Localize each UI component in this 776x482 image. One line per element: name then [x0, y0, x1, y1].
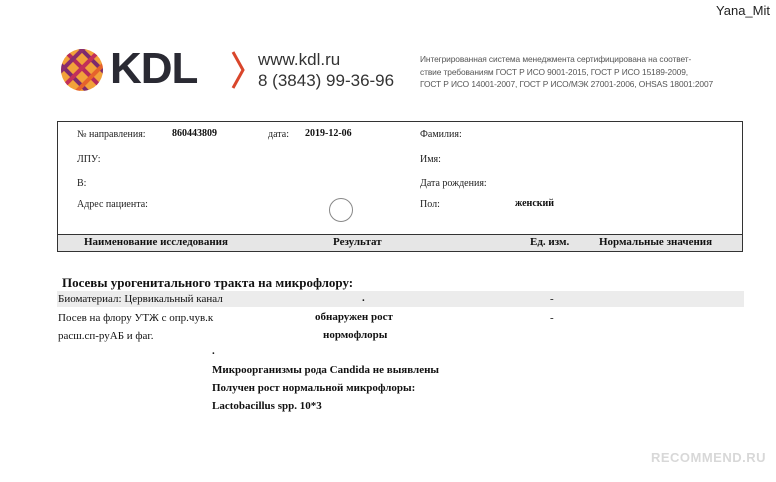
- note-dot: .: [212, 345, 215, 357]
- sex-label: Пол:: [420, 199, 440, 210]
- patient-info-box: [57, 121, 743, 252]
- referral-label: № направления:: [77, 129, 146, 140]
- section-title: Посевы урогенитального тракта на микрофлору:: [62, 275, 354, 290]
- chevron-right-icon: [230, 50, 246, 90]
- biomaterial-unit: -: [550, 293, 554, 305]
- column-test-name: Наименование исследования: [84, 236, 228, 248]
- test-result-line1: обнаружен рост: [315, 311, 393, 323]
- redaction-circle: [329, 198, 353, 222]
- certification-text: [420, 53, 760, 91]
- address-label: Адрес пациента:: [77, 199, 148, 210]
- test-name-line1: Посев на флору УТЖ с опр.чув.к: [58, 312, 214, 324]
- column-unit: Ед. изм.: [530, 236, 570, 248]
- cert-line: Интегрированная система менеджмента сертифицирована на соответ-: [420, 54, 692, 64]
- sex-value: женский: [515, 198, 555, 209]
- kdl-logo-icon: [60, 48, 104, 92]
- note-candida: Микроорганизмы рода Candida не выявлены: [212, 364, 440, 376]
- surname-label: Фамилия:: [420, 129, 462, 140]
- test-name-line2: расш.сп-руАБ и фаг.: [58, 330, 154, 342]
- watermark: RECOMMEND.RU: [650, 450, 766, 465]
- brand-name: KDL: [110, 44, 198, 93]
- cert-line: ствие требованиям ГОСТ Р ИСО 9001-2015, ГОСТ Р ИСО 15189-2009,: [420, 66, 688, 77]
- birthdate-label: Дата рождения:: [420, 178, 487, 189]
- site-url: www.kdl.ru: [258, 50, 341, 69]
- column-norm: Нормальные значения: [599, 236, 713, 248]
- test-unit: -: [550, 312, 554, 324]
- note-normal-flora: Получен рост нормальной микрофлоры:: [212, 382, 416, 394]
- test-result-line2: нормофлоры: [323, 329, 388, 341]
- column-result: Результат: [333, 236, 382, 248]
- cert-line: ГОСТ Р ИСО 14001-2007, ГОСТ Р ИСО/МЭК 27001-2006, OHSAS 18001:2007: [420, 79, 714, 89]
- phone-number: 8 (3843) 99-36-96: [258, 71, 395, 90]
- date-value: 2019-12-06: [305, 128, 352, 139]
- lpu-label: ЛПУ:: [77, 154, 101, 165]
- name-label: Имя:: [420, 154, 441, 165]
- username-label: Yana_Mit: [716, 3, 770, 18]
- date-label: дата:: [268, 129, 289, 140]
- note-lactobacillus: Lactobacillus spp. 10*3: [212, 400, 322, 412]
- biomaterial-text: Биоматериал: Цервикальный канал: [58, 293, 223, 305]
- v-label: В:: [77, 178, 87, 189]
- referral-value: 860443809: [172, 128, 217, 139]
- biomaterial-result: .: [362, 292, 365, 304]
